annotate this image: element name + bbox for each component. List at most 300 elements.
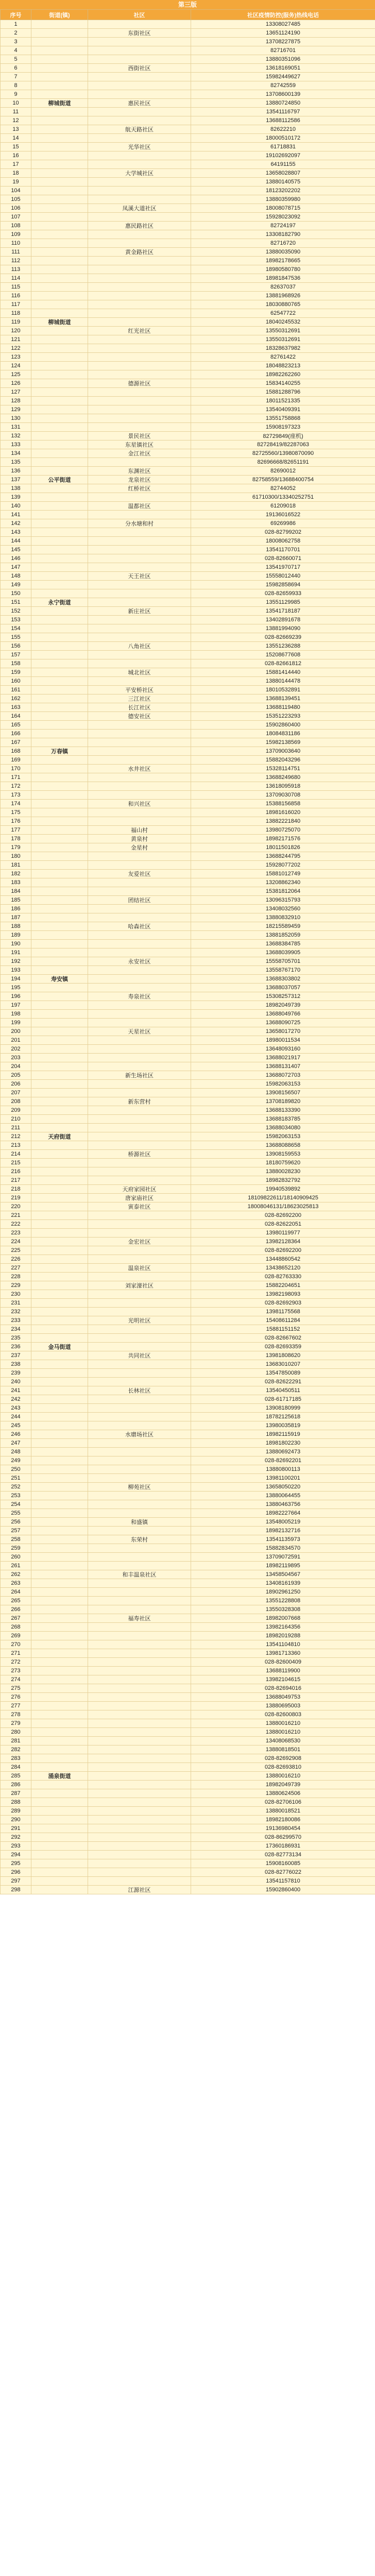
cell-community [88,116,191,125]
table-row [1,887,375,896]
cell-index: 243 [1,1404,31,1413]
cell-street [31,922,88,931]
cell-community [88,1719,191,1728]
cell-phone: 13708189820 [191,1097,375,1106]
cell-index: 12 [1,116,31,125]
cell-street [31,1404,88,1413]
cell-street [31,1667,88,1675]
table-row [1,1842,375,1851]
cell-phone: 13688133390 [191,1106,375,1115]
cell-community: 温都社区 [88,502,191,511]
cell-index: 207 [1,1089,31,1097]
cell-phone: 15982858694 [191,581,375,589]
table-row [1,1176,375,1185]
cell-street [31,563,88,572]
cell-index: 108 [1,222,31,230]
cell-community [88,1246,191,1255]
cell-community: 东街社区 [88,29,191,38]
cell-index: 270 [1,1640,31,1649]
cell-street [31,125,88,134]
cell-street [31,730,88,738]
cell-community: 水磨场社区 [88,1430,191,1439]
table-row [1,1605,375,1614]
cell-street [31,502,88,511]
cell-community: 金宏社区 [88,1238,191,1246]
cell-street [31,432,88,440]
cell-community: 德源社区 [88,379,191,388]
cell-street [31,20,88,29]
table-row [1,992,375,1001]
cell-index: 127 [1,388,31,397]
cell-index: 114 [1,274,31,283]
cell-street [31,1316,88,1325]
cell-street [31,659,88,668]
cell-community: 永安社区 [88,957,191,966]
cell-street [31,1386,88,1395]
cell-street [31,519,88,528]
cell-community: 平安桥社区 [88,686,191,694]
cell-community [88,791,191,800]
cell-phone: 13618169051 [191,64,375,73]
cell-index: 282 [1,1745,31,1754]
cell-community [88,1763,191,1772]
table-row [1,1886,375,1894]
cell-phone: 028-82660071 [191,554,375,563]
cell-index: 9 [1,90,31,99]
cell-phone: 18982119895 [191,1562,375,1570]
cell-community: 天府家园社区 [88,1185,191,1194]
cell-street [31,1833,88,1842]
cell-index: 198 [1,1010,31,1019]
cell-index: 134 [1,449,31,458]
table-row [1,624,375,633]
cell-index: 267 [1,1614,31,1623]
cell-community [88,1605,191,1614]
cell-community [88,659,191,668]
cell-community: 新生场社区 [88,1071,191,1080]
cell-index: 106 [1,204,31,213]
table-row [1,1763,375,1772]
cell-community: 哈森社区 [88,922,191,931]
cell-community [88,1036,191,1045]
cell-community: 长林社区 [88,1386,191,1395]
cell-phone: 13658028807 [191,169,375,178]
cell-phone: 13982128364 [191,1238,375,1246]
cell-index: 172 [1,782,31,791]
cell-street [31,1395,88,1404]
cell-phone: 13880144478 [191,677,375,686]
cell-community [88,1509,191,1518]
cell-index: 109 [1,230,31,239]
cell-street [31,1369,88,1378]
cell-street [31,143,88,151]
cell-phone: 13688021917 [191,1054,375,1062]
table-row [1,64,375,73]
cell-street [31,327,88,335]
cell-street [31,230,88,239]
cell-phone: 13880028230 [191,1167,375,1176]
cell-street [31,195,88,204]
cell-community [88,458,191,467]
cell-phone: 13688090725 [191,1019,375,1027]
table-row [1,1054,375,1062]
table-row [1,116,375,125]
cell-phone: 19136016522 [191,511,375,519]
cell-phone: 13308027485 [191,20,375,29]
cell-index: 7 [1,73,31,81]
cell-community [88,1054,191,1062]
table-row [1,379,375,388]
table-row [1,1246,375,1255]
cell-phone: 13648093160 [191,1045,375,1054]
cell-phone: 18180759620 [191,1159,375,1167]
cell-index: 238 [1,1360,31,1369]
cell-phone: 028-82659933 [191,589,375,598]
cell-street [31,791,88,800]
cell-phone: 82690012 [191,467,375,476]
cell-index: 293 [1,1842,31,1851]
cell-community [88,1851,191,1859]
cell-street [31,703,88,712]
cell-community: 柳苑社区 [88,1483,191,1492]
cell-community: 寿泉社区 [88,992,191,1001]
cell-street [31,108,88,116]
cell-index: 210 [1,1115,31,1124]
table-row [1,265,375,274]
cell-street [31,1150,88,1159]
cell-community [88,1728,191,1737]
cell-community [88,230,191,239]
table-row [1,1702,375,1710]
cell-index: 181 [1,861,31,870]
table-row [1,1570,375,1579]
cell-street [31,677,88,686]
cell-phone: 13688249680 [191,773,375,782]
cell-index: 169 [1,756,31,765]
cell-community [88,1658,191,1667]
cell-phone: 18981616020 [191,808,375,817]
cell-street [31,1737,88,1745]
table-row [1,607,375,616]
table-row [1,1710,375,1719]
cell-index: 259 [1,1544,31,1553]
cell-phone: 13541104810 [191,1640,375,1649]
cell-street [31,1054,88,1062]
cell-phone: 13551129985 [191,598,375,607]
cell-phone: 13688049766 [191,1010,375,1019]
cell-phone: 18982019288 [191,1632,375,1640]
table-row [1,1754,375,1763]
cell-street [31,1754,88,1763]
cell-phone: 13551236288 [191,642,375,651]
cell-community [88,651,191,659]
cell-community [88,292,191,300]
cell-index: 249 [1,1456,31,1465]
cell-community [88,1089,191,1097]
cell-street [31,668,88,677]
cell-street [31,1229,88,1238]
cell-community [88,1115,191,1124]
cell-street [31,896,88,905]
cell-community [88,1448,191,1456]
cell-index: 204 [1,1062,31,1071]
cell-phone: 82744052 [191,484,375,493]
cell-street [31,370,88,379]
cell-index: 222 [1,1220,31,1229]
cell-phone: 13688088658 [191,1141,375,1150]
table-row [1,1413,375,1421]
cell-index: 281 [1,1737,31,1745]
cell-community: 新庄社区 [88,607,191,616]
table-row [1,1456,375,1465]
cell-index: 230 [1,1290,31,1299]
cell-index: 248 [1,1448,31,1456]
cell-community [88,353,191,362]
cell-street [31,204,88,213]
cell-index: 272 [1,1658,31,1667]
cell-street [31,607,88,616]
cell-index: 131 [1,423,31,432]
roster-table [0,9,375,1894]
cell-community [88,1588,191,1597]
cell-index: 186 [1,905,31,913]
table-row [1,870,375,878]
cell-phone: 19940539892 [191,1185,375,1194]
cell-index: 147 [1,563,31,572]
cell-index: 174 [1,800,31,808]
cell-index: 10 [1,99,31,108]
cell-community [88,1553,191,1562]
cell-index: 151 [1,598,31,607]
table-row [1,738,375,747]
cell-phone: 13880016210 [191,1728,375,1737]
cell-community: 长江社区 [88,703,191,712]
table-row [1,90,375,99]
cell-index: 235 [1,1334,31,1343]
cell-street [31,1211,88,1220]
cell-street [31,537,88,546]
cell-phone: 13982198093 [191,1290,375,1299]
table-row [1,589,375,598]
cell-street [31,458,88,467]
cell-community: 黄金路社区 [88,248,191,257]
cell-street [31,1570,88,1579]
cell-street [31,773,88,782]
cell-phone: 15908160085 [191,1859,375,1868]
table-row [1,1614,375,1623]
cell-index: 296 [1,1868,31,1877]
cell-community [88,1062,191,1071]
cell-phone: 18982007668 [191,1614,375,1623]
cell-community [88,1159,191,1167]
cell-phone: 13880624506 [191,1789,375,1798]
cell-index: 153 [1,616,31,624]
cell-phone: 028-82600409 [191,1658,375,1667]
table-row [1,756,375,765]
cell-street [31,1001,88,1010]
cell-street: 公平街道 [31,476,88,484]
cell-community [88,388,191,397]
table-row [1,178,375,187]
cell-community [88,817,191,826]
cell-street: 万春镇 [31,747,88,756]
cell-index: 212 [1,1132,31,1141]
cell-community: 东星镇社区 [88,440,191,449]
cell-phone: 13688034080 [191,1124,375,1132]
cell-street [31,1439,88,1448]
cell-index: 119 [1,318,31,327]
cell-community: 红桥社区 [88,484,191,493]
cell-community: 惠民社区 [88,99,191,108]
cell-street: 永宁街道 [31,598,88,607]
cell-street [31,1649,88,1658]
cell-index: 285 [1,1772,31,1781]
cell-community [88,1623,191,1632]
cell-community [88,905,191,913]
table-row [1,1492,375,1500]
cell-street [31,913,88,922]
cell-community: 寅泰社区 [88,1202,191,1211]
table-row [1,808,375,817]
cell-index: 129 [1,405,31,414]
cell-community: 天王社区 [88,572,191,581]
table-row [1,835,375,843]
cell-index: 180 [1,852,31,861]
cell-street [31,1124,88,1132]
cell-street [31,1868,88,1877]
cell-phone: 028-82692903 [191,1299,375,1308]
cell-community: 惠民路社区 [88,222,191,230]
table-row [1,1369,375,1378]
cell-phone: 69269986 [191,519,375,528]
cell-index: 201 [1,1036,31,1045]
cell-street [31,931,88,940]
cell-phone: 82729849(座机) [191,432,375,440]
table-row [1,616,375,624]
table-row [1,730,375,738]
table-row [1,388,375,397]
cell-street [31,362,88,370]
table-row [1,1632,375,1640]
cell-index: 118 [1,309,31,318]
cell-community [88,1413,191,1421]
cell-community [88,1772,191,1781]
cell-phone: 18000510172 [191,134,375,143]
cell-community [88,966,191,975]
table-row [1,1343,375,1351]
cell-community [88,1527,191,1535]
cell-phone: 13551758868 [191,414,375,423]
cell-street [31,1562,88,1570]
cell-index: 275 [1,1684,31,1693]
cell-phone: 13688039905 [191,948,375,957]
cell-index: 250 [1,1465,31,1474]
cell-phone: 13980035819 [191,1421,375,1430]
cell-phone: 82622210 [191,125,375,134]
table-row [1,537,375,546]
cell-community [88,1859,191,1868]
cell-phone: 17360186931 [191,1842,375,1851]
cell-index: 221 [1,1211,31,1220]
cell-community: 光华社区 [88,143,191,151]
cell-phone: 13547850089 [191,1369,375,1378]
cell-community: 团结社区 [88,896,191,905]
cell-index: 253 [1,1492,31,1500]
cell-street [31,546,88,554]
cell-phone: 028-82622291 [191,1378,375,1386]
table-row [1,791,375,800]
cell-phone: 13908159553 [191,1150,375,1159]
cell-phone: 13881994090 [191,624,375,633]
cell-community [88,90,191,99]
cell-phone: 13980119977 [191,1229,375,1238]
table-row [1,1667,375,1675]
cell-index: 216 [1,1167,31,1176]
table-row [1,1106,375,1115]
cell-community [88,1833,191,1842]
cell-phone: 13688037057 [191,984,375,992]
cell-street [31,1062,88,1071]
cell-community [88,878,191,887]
cell-street [31,1518,88,1527]
cell-index: 224 [1,1238,31,1246]
cell-street [31,1544,88,1553]
cell-community: 唐家庙社区 [88,1194,191,1202]
table-row [1,125,375,134]
table-row [1,160,375,169]
cell-street [31,1159,88,1167]
table-row [1,1386,375,1395]
cell-index: 208 [1,1097,31,1106]
table-row [1,1404,375,1413]
header-phone: 社区疫情防控(服务)热线电话 [191,10,375,20]
table-row [1,1500,375,1509]
cell-community: 龙泉社区 [88,476,191,484]
cell-phone: 15408611284 [191,1316,375,1325]
table-row [1,1640,375,1649]
cell-street [31,1886,88,1894]
cell-street [31,1702,88,1710]
cell-street [31,1378,88,1386]
cell-street [31,633,88,642]
cell-street [31,257,88,265]
cell-community: 新东营村 [88,1097,191,1106]
table-row [1,659,375,668]
cell-index: 1 [1,20,31,29]
cell-community [88,265,191,274]
cell-phone: 028-82600803 [191,1710,375,1719]
table-row [1,1684,375,1693]
table-row [1,966,375,975]
cell-street [31,1299,88,1308]
cell-index: 142 [1,519,31,528]
cell-community: 航天路社区 [88,125,191,134]
cell-community: 东渊社区 [88,467,191,476]
cell-phone: 61718831 [191,143,375,151]
cell-index: 123 [1,353,31,362]
cell-phone: 15908197323 [191,423,375,432]
cell-phone: 13880800113 [191,1465,375,1474]
cell-community [88,1737,191,1745]
table-row [1,1789,375,1798]
table-row [1,1255,375,1264]
cell-street [31,169,88,178]
cell-index: 160 [1,677,31,686]
cell-street [31,1430,88,1439]
table-row [1,440,375,449]
cell-phone: 15381812064 [191,887,375,896]
cell-street: 天府街道 [31,1132,88,1141]
